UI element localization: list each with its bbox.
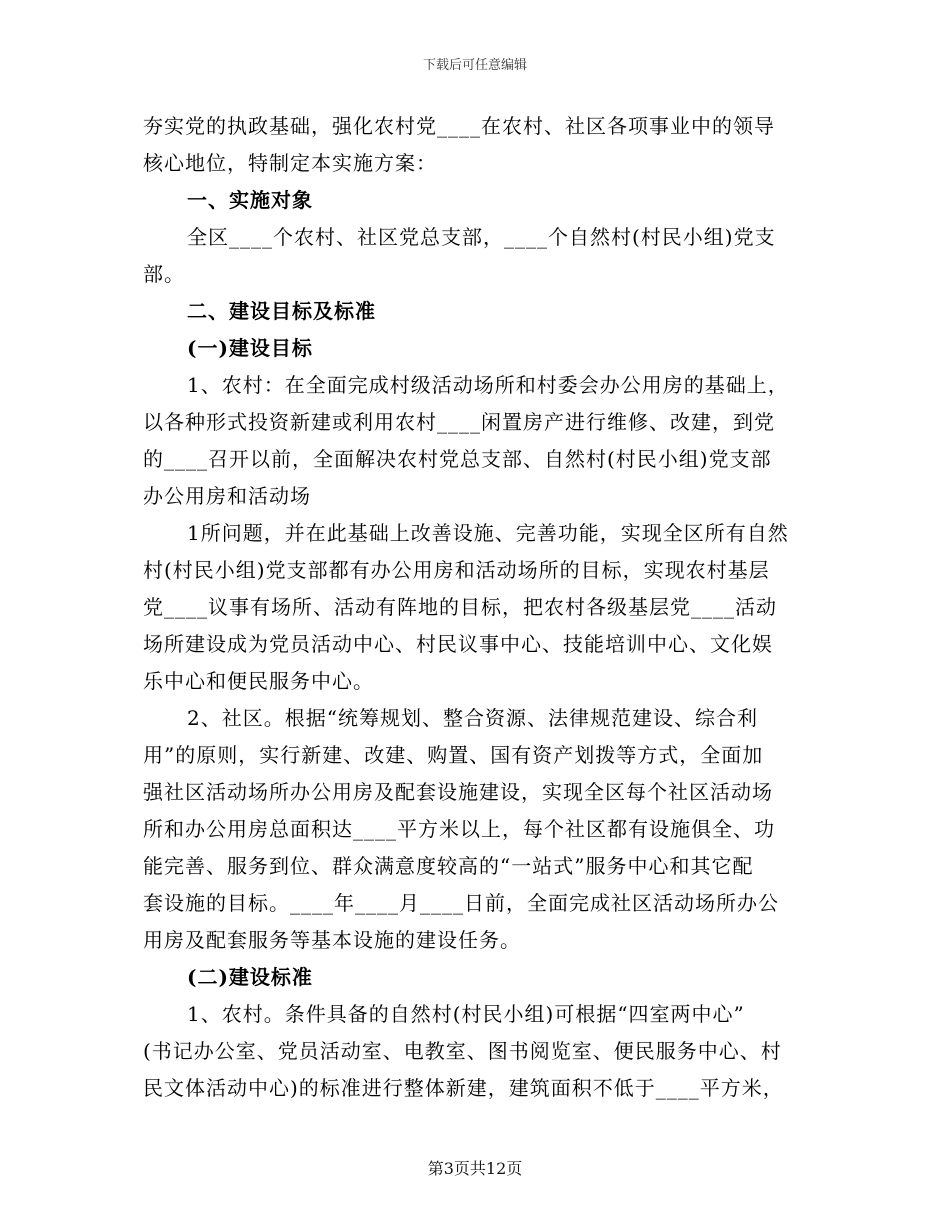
paragraph-line: 的____召开以前，全面解决农村党总支部、自然村(村民小组)党支部 [143,447,772,471]
paragraph-line: 以各种形式投资新建或利用农村____闲置房产进行维修、改建，到党 [143,410,775,434]
section-heading: 一、实施对象 [187,188,313,212]
paragraph-line: 全区____个农村、社区党总支部，____个自然村(村民小组)党支 [187,225,776,249]
paragraph-line: 所和办公用房总面积达____平方米以上，每个社区都有设施俱全、功 [143,817,775,841]
paragraph-line: 用房及配套服务等基本设施的建设任务。 [143,928,521,952]
paragraph-line: 1所问题，并在此基础上改善设施、完善功能，实现全区所有自然 [187,521,789,545]
paragraph-line: 民文体活动中心)的标准进行整体新建，建筑面积不低于____平方米， [143,1076,784,1100]
document-body [143,108,813,1107]
paragraph-line: 办公用房和活动场 [143,484,311,508]
paragraph-line: 1、农村：在全面完成村级活动场所和村委会办公用房的基础上， [187,373,789,397]
paragraph-line: 用”的原则，实行新建、改建、购置、国有资产划拨等方式，全面加 [143,743,764,767]
section-heading: 二、建设目标及标准 [187,299,376,323]
section-heading: (一)建设目标 [187,336,313,360]
paragraph-line: (书记办公室、党员活动室、电教室、图书阅览室、便民服务中心、村 [143,1039,782,1063]
paragraph-line: 2、社区。根据“统筹规划、整合资源、法律规范建设、综合利 [187,706,758,730]
paragraph-line: 夯实党的执政基础，强化农村党____在农村、社区各项事业中的领导 [143,114,775,138]
paragraph-line: 部。 [143,262,185,286]
paragraph-line: 套设施的目标。____年____月____日前，全面完成社区活动场所办公 [143,891,779,915]
paragraph-line: 村(村民小组)党支部都有办公用房和活动场所的目标，实现农村基层 [143,558,770,582]
paragraph-line: 核心地位，特制定本实施方案： [143,151,437,175]
page-footer: 第3页共12页 [427,1159,523,1178]
section-heading: (二)建设标准 [187,965,313,989]
paragraph-line: 强社区活动场所办公用房及配套设施建设，实现全区每个社区活动场 [143,780,773,804]
paragraph-line: 能完善、服务到位、群众满意度较高的“一站式”服务中心和其它配 [143,854,754,878]
paragraph-line: 乐中心和便民服务中心。 [143,669,374,693]
page-header: 下载后可任意编辑 [422,58,527,73]
paragraph-line: 党____议事有场所、活动有阵地的目标，把农村各级基层党____活动 [143,595,777,619]
paragraph-line: 场所建设成为党员活动中心、村民议事中心、技能培训中心、文化娱 [143,632,773,656]
paragraph-line: 1、农村。条件具备的自然村(村民小组)可根据“四室两中心” [187,1002,745,1026]
